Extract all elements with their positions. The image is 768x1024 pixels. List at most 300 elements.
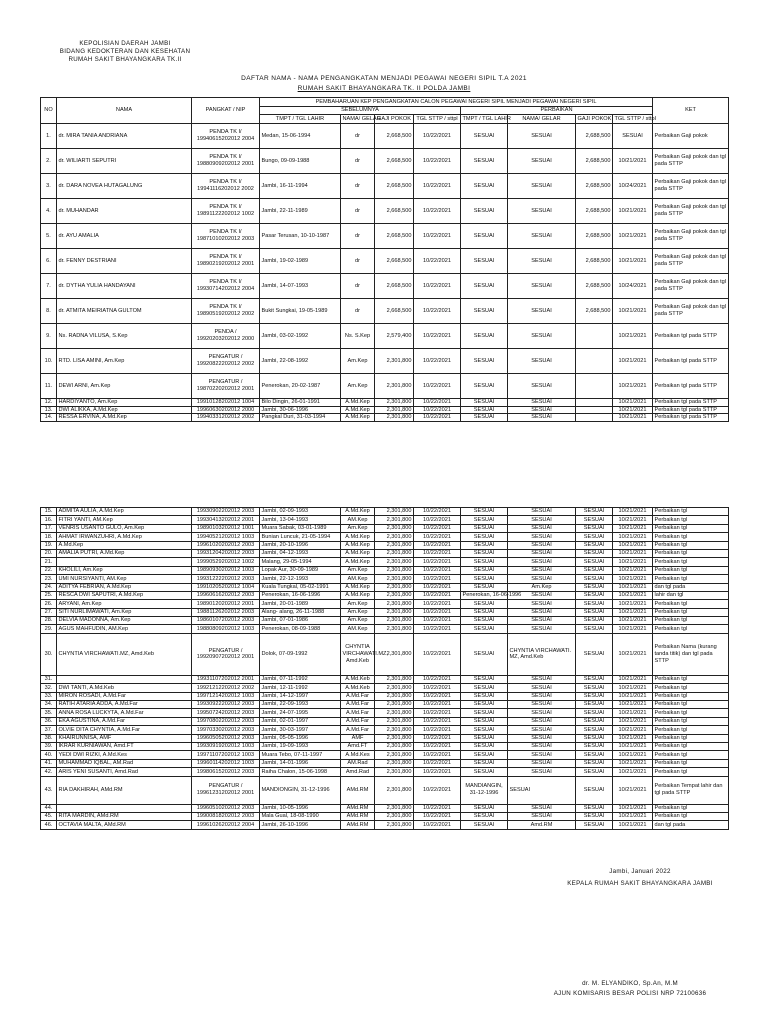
cell-pangkat: PENDA TK I/ <box>209 204 242 211</box>
cell-gaji-2: 2,688,500 <box>576 224 613 249</box>
cell-no: 6. <box>41 249 57 274</box>
cell-no: 13. <box>41 406 57 414</box>
cell-sttp: 10/22/2021 <box>414 541 461 549</box>
cell-gaji-2: 2,688,500 <box>576 199 613 224</box>
cell-nama-gelar: SESUAI <box>508 399 576 407</box>
cell-no: 22. <box>41 566 57 574</box>
cell-nip: 19910128202012 1004 <box>196 399 255 405</box>
cell-nama: UMI NURSIYANTI, AM.Kep <box>57 575 192 583</box>
cell-ttl: Jambi, 26-10-1996 <box>260 821 341 829</box>
cell-ttl: Jambi, 22-09-1993 <box>260 701 341 709</box>
cell-sttp-2: 10/21/2021 <box>613 625 653 633</box>
cell-tmpt-lahir: SESUAI <box>461 406 508 414</box>
cell-no: 42. <box>41 768 57 776</box>
cell-pangkat-nip <box>192 349 260 374</box>
cell-sttp: 10/22/2021 <box>414 684 461 692</box>
cell-nama-gelar: SESUAI <box>508 516 576 524</box>
table-row <box>41 406 729 414</box>
cell-sttp-2: 10/21/2021 <box>613 751 653 759</box>
cell-sttp: 10/22/2021 <box>414 524 461 532</box>
cell-sttp-2: 10/21/2021 <box>613 299 653 324</box>
cell-nip: 19930714202012 2004 <box>196 286 255 292</box>
cell-gaji: 2,301,800 <box>375 617 414 625</box>
cell-gaji: 2,301,800 <box>375 675 414 683</box>
cell-gelar: dr <box>341 124 375 149</box>
cell-tmpt-lahir: SESUAI <box>461 617 508 625</box>
cell-ket: Perbaikan tgl <box>653 768 729 776</box>
cell-tmpt-lahir: SESUAI <box>461 324 508 349</box>
cell-sttp-2: 10/21/2021 <box>613 759 653 767</box>
cell-gelar-2: SESUAI <box>576 516 613 524</box>
table-row <box>41 804 729 812</box>
cell-pangkat: PENDA TK I/ <box>209 229 242 236</box>
cell-tmpt-lahir: SESUAI <box>461 174 508 199</box>
cell-tmpt-lahir: SESUAI <box>461 524 508 532</box>
cell-no: 33. <box>41 692 57 700</box>
cell-nip: 19980615202012 2003 <box>192 768 260 776</box>
cell-nama-gelar: SESUAI <box>508 617 576 625</box>
cell-sttp: 10/22/2021 <box>414 701 461 709</box>
cell-sttp-2: 10/21/2021 <box>613 541 653 549</box>
cell-sttp-2: 10/21/2021 <box>613 742 653 750</box>
cell-nama-gelar: SESUAI <box>508 299 576 324</box>
cell-gaji-2: 2,688,500 <box>576 299 613 324</box>
table-row <box>41 759 729 767</box>
cell-sttp-2: 10/21/2021 <box>613 776 653 804</box>
cell-sttp: 10/22/2021 <box>414 812 461 820</box>
col-pangkat: PANGKAT / NIP <box>192 98 260 124</box>
cell-gelar-2: SESUAI <box>576 804 613 812</box>
cell-nip: 19960616202012 2003 <box>192 591 260 599</box>
cell-nip: 19891122202012 1002 <box>196 211 255 217</box>
cell-tmpt-lahir: SESUAI <box>461 399 508 407</box>
cell-gelar: CHYNTIA VIRCHAWATI.MZ, Amd.Keb <box>341 633 375 675</box>
cell-sttp-2: 10/21/2021 <box>613 591 653 599</box>
letterhead-line-1: KEPOLISIAN DAERAH JAMBI <box>79 40 171 47</box>
cell-nama: ADITYA FEBRIAN, A.Md.Kep <box>57 583 192 591</box>
cell-pangkat-nip <box>192 324 260 349</box>
cell-gaji-2 <box>576 349 613 374</box>
cell-no: 8. <box>41 299 57 324</box>
cell-gaji: 2,301,800 <box>375 516 414 524</box>
table-row <box>41 524 729 532</box>
cell-gelar: Am.Kep <box>341 617 375 625</box>
cell-sttp-2: 10/21/2021 <box>613 717 653 725</box>
cell-gelar-2: SESUAI <box>576 709 613 717</box>
table-row <box>41 299 729 324</box>
cell-pangkat-nip <box>192 414 260 422</box>
cell-gelar-2: SESUAI <box>576 533 613 541</box>
cell-no: 44. <box>41 804 57 812</box>
cell-no: 40. <box>41 751 57 759</box>
col-tmpt-lahir: TMPT / TGL LAHIR <box>462 115 511 122</box>
cell-pangkat: PENDA TK I/ <box>209 254 242 261</box>
cell-nama: dr. AYU AMALIA <box>57 224 192 249</box>
col-gelar: NAMA/ GELAR <box>342 115 381 122</box>
cell-nama-gelar: SESUAI <box>508 149 576 174</box>
cell-no: 19. <box>41 541 57 549</box>
cell-sttp-2: 10/21/2021 <box>613 508 653 516</box>
cell-sttp: 10/22/2021 <box>414 734 461 742</box>
cell-gelar-2: SESUAI <box>576 692 613 700</box>
cell-sttp: 10/22/2021 <box>414 675 461 683</box>
cell-ket: Perbaikan tgl <box>653 524 729 532</box>
cell-nama-gelar: SESUAI <box>508 508 576 516</box>
cell-no: 41. <box>41 759 57 767</box>
cell-nama: dr. FENNY DESTRIANI <box>57 249 192 274</box>
cell-pangkat-nip <box>192 174 260 199</box>
cell-sttp-2: 10/21/2021 <box>613 804 653 812</box>
cell-sttp: 10/22/2021 <box>414 399 461 407</box>
cell-gaji: 2,301,800 <box>375 734 414 742</box>
cell-tmpt-lahir: SESUAI <box>461 821 508 829</box>
cell-nama: MUHAMMAD IQBAL, AM.Rad <box>57 759 192 767</box>
cell-gelar-2: SESUAI <box>576 524 613 532</box>
cell-nama: ARYANI, Am.Kep <box>57 600 192 608</box>
table-row <box>41 717 729 725</box>
cell-pangkat: PENDA TK I/ <box>209 279 242 286</box>
cell-nama-gelar: SESUAI <box>508 726 576 734</box>
cell-gelar: AMd.RM <box>341 812 375 820</box>
cell-sttp-2: 10/21/2021 <box>613 374 653 399</box>
cell-nama-gelar: SESUAI <box>508 414 576 422</box>
cell-gelar: Amd.Rad <box>341 768 375 776</box>
cell-nama: AGUS MAHFUDIN, AM.Kep <box>57 625 192 633</box>
cell-nama-gelar: SESUAI <box>508 776 576 804</box>
cell-nama-gelar: SESUAI <box>508 224 576 249</box>
cell-tmpt-lahir: MANDIANGIN, 31-12-1996 <box>461 776 508 804</box>
title-line-1: DAFTAR NAMA - NAMA PENGANGKATAN MENJADI PEGAWAI NEGERI SIPIL T.A 2021 <box>241 75 527 82</box>
cell-nama-gelar: SESUAI <box>508 566 576 574</box>
cell-gaji: 2,301,800 <box>375 812 414 820</box>
cell-ket: Perbaikan tgl <box>653 726 729 734</box>
cell-sttp: 10/22/2021 <box>414 600 461 608</box>
cell-sttp: 10/22/2021 <box>414 374 461 399</box>
cell-gelar: Am.Kep <box>341 600 375 608</box>
cell-tmpt-lahir: SESUAI <box>461 600 508 608</box>
cell-ket: Perbaikan tgl <box>653 549 729 557</box>
cell-tmpt-lahir: SESUAI <box>461 349 508 374</box>
cell-gelar: A.Md.Kep <box>341 533 375 541</box>
cell-tmpt-lahir: SESUAI <box>461 124 508 149</box>
col-tgl-sttp: TGL STTP / sttpl <box>414 115 461 124</box>
cell-no: 10. <box>41 349 57 374</box>
cell-gelar: A.Md.Kep <box>341 406 375 414</box>
cell-no: 29. <box>41 625 57 633</box>
cell-tmpt-lahir: SESUAI <box>461 726 508 734</box>
cell-sttp: 10/22/2021 <box>414 726 461 734</box>
cell-tmpt-lahir: SESUAI <box>461 804 508 812</box>
cell-gaji: 2,301,800 <box>375 633 414 675</box>
cell-gaji: 2,301,800 <box>375 709 414 717</box>
cell-gaji: 2,301,800 <box>375 608 414 616</box>
cell-gaji: 2,301,800 <box>375 821 414 829</box>
cell-gelar: AMd.RM <box>341 776 375 804</box>
cell-tmpt-lahir: SESUAI <box>461 742 508 750</box>
cell-nip: 19881126202012 2003 <box>192 608 260 616</box>
cell-tmpt-lahir: SESUAI <box>461 199 508 224</box>
cell-no: 39. <box>41 742 57 750</box>
cell-tmpt-lahir: SESUAI <box>461 414 508 422</box>
cell-gaji-2: 2,688,500 <box>576 124 613 149</box>
cell-gelar: A.Md.Kep <box>341 549 375 557</box>
cell-gelar-2: SESUAI <box>576 608 613 616</box>
cell-gaji: 2,301,800 <box>375 406 414 414</box>
cell-tmpt-lahir: SESUAI <box>461 224 508 249</box>
cell-nama-gelar: SESUAI <box>508 549 576 557</box>
table-row <box>41 541 729 549</box>
cell-nip: 19890930202012 1003 <box>192 566 260 574</box>
cell-sttp: 10/22/2021 <box>414 583 461 591</box>
cell-no: 25. <box>41 591 57 599</box>
table-row <box>41 558 729 566</box>
cell-ket: dan tgl pada <box>653 821 729 829</box>
cell-ket: Perbaikan tgl pada STTP <box>653 349 729 374</box>
cell-no: 7. <box>41 274 57 299</box>
cell-tmpt-lahir: SESUAI <box>461 274 508 299</box>
cell-no: 12. <box>41 399 57 407</box>
cell-tmpt-lahir: SESUAI <box>461 374 508 399</box>
cell-gelar-2: SESUAI <box>576 633 613 675</box>
cell-nip: 19990529202012 1002 <box>192 558 260 566</box>
cell-ttl: Jambi, 22-12-1993 <box>260 575 341 583</box>
table-part-1 <box>40 97 729 422</box>
document-title <box>0 74 768 94</box>
cell-sttp-2: 10/21/2021 <box>613 549 653 557</box>
cell-gelar-2: SESUAI <box>576 734 613 742</box>
cell-ttl: Bilo Dingin, 26-01-1991 <box>260 399 341 407</box>
cell-nip: 19900818202012 2003 <box>192 812 260 820</box>
cell-ttl: Malang, 29-05-1994 <box>260 558 341 566</box>
cell-gaji: 2,301,800 <box>375 776 414 804</box>
cell-sttp-2: 10/21/2021 <box>613 399 653 407</box>
cell-ttl: Jambi, 19-02-1989 <box>260 249 341 274</box>
col-ket: KET <box>653 98 729 124</box>
cell-sttp: 10/22/2021 <box>414 249 461 274</box>
cell-nip: 19930919202012 1003 <box>192 742 260 750</box>
cell-gelar-2: SESUAI <box>576 751 613 759</box>
cell-nama: RESSA ERVINA, A.Md.Kep <box>57 414 192 422</box>
cell-nama-gelar: SESUAI <box>508 751 576 759</box>
cell-gaji-2: 2,688,500 <box>576 249 613 274</box>
cell-nama: KHOLILI, Am.Kep <box>57 566 192 574</box>
cell-nama-gelar: SESUAI <box>508 625 576 633</box>
cell-gelar-2: SESUAI <box>576 726 613 734</box>
cell-sttp-2: 10/21/2021 <box>613 675 653 683</box>
cell-gaji: 2,301,800 <box>375 625 414 633</box>
table-row <box>41 768 729 776</box>
cell-nama: RITA MARDIN, AMd.RM <box>57 812 192 820</box>
cell-no: 2. <box>41 149 57 174</box>
cell-pangkat: PENGATUR / <box>208 354 243 361</box>
cell-sttp-2: 10/21/2021 <box>613 516 653 524</box>
cell-gelar: A.Md.Kes <box>341 751 375 759</box>
cell-no: 5. <box>41 224 57 249</box>
table-row <box>41 726 729 734</box>
cell-gaji: 2,301,800 <box>375 591 414 599</box>
table-row <box>41 617 729 625</box>
cell-gelar: A.Md.Far <box>341 709 375 717</box>
col-perbaikan: PERBAIKAN <box>461 107 653 115</box>
cell-no: 16. <box>41 516 57 524</box>
cell-sttp-2: 10/21/2021 <box>613 633 653 675</box>
cell-nama-gelar: SESUAI <box>508 734 576 742</box>
cell-gaji-2 <box>576 324 613 349</box>
cell-pangkat-nip <box>192 776 260 804</box>
cell-nama: dr. DARA NOVEA HUTAGALUNG <box>57 174 192 199</box>
cell-nip: 19890519202012 2002 <box>196 311 255 317</box>
cell-sttp: 10/22/2021 <box>414 533 461 541</box>
cell-nama-gelar: SESUAI <box>508 374 576 399</box>
cell-nama: Ns. RADNA VILUSA, S.Kep <box>57 324 192 349</box>
cell-ket: Perbaikan tgl <box>653 759 729 767</box>
cell-gelar: AMd.RM <box>341 804 375 812</box>
table-row <box>41 675 729 683</box>
cell-ttl: Penerokan, 20-02-1987 <box>260 374 341 399</box>
cell-gelar: Am.Kep <box>341 524 375 532</box>
table-row <box>41 149 729 174</box>
cell-gaji-2 <box>576 399 613 407</box>
table-row <box>41 591 729 599</box>
table-row <box>41 692 729 700</box>
cell-nama: FITRI YANTI, AM.Kep <box>57 516 192 524</box>
cell-tmpt-lahir: SESUAI <box>461 541 508 549</box>
cell-ket: Perbaikan Gaji pokok <box>653 124 729 149</box>
col-group: PEMBAHARUAN KEP PENGANGKATAN CALON PEGAWAI NEGERI SIPIL MENJADI PEGAWAI NEGERI SIPIL <box>260 98 653 107</box>
cell-gelar: A.Md.Kep <box>341 591 375 599</box>
cell-gelar: A.Md.Keb <box>341 684 375 692</box>
cell-gaji: 2,579,400 <box>375 324 414 349</box>
cell-ket: Perbaikan tgl <box>653 566 729 574</box>
cell-nama-gelar: SESUAI <box>508 684 576 692</box>
cell-ttl: Jambi, 30-03-1997 <box>260 726 341 734</box>
cell-tmpt-lahir: SESUAI <box>461 701 508 709</box>
table-row <box>41 575 729 583</box>
cell-no: 45. <box>41 812 57 820</box>
cell-sttp: 10/22/2021 <box>414 149 461 174</box>
cell-ket: Perbaikan tgl pada STTP <box>653 399 729 407</box>
cell-ket: Perbaikan tgl <box>653 804 729 812</box>
cell-ttl: Jambi, 07-01-1986 <box>260 617 341 625</box>
cell-tmpt-lahir: SESUAI <box>461 149 508 174</box>
cell-sttp-2: 10/21/2021 <box>613 349 653 374</box>
cell-ket: Perbaikan Gaji pokok dan tgl pada STTP <box>653 174 729 199</box>
cell-sttp-2: 10/21/2021 <box>613 812 653 820</box>
cell-no: 24. <box>41 583 57 591</box>
cell-ket: Perbaikan tgl <box>653 684 729 692</box>
cell-nama: dr. WILIARTI SEPUTRI <box>57 149 192 174</box>
cell-ttl: Penerokan, 08-09-1988 <box>260 625 341 633</box>
cell-sttp-2: 10/21/2021 <box>613 701 653 709</box>
cell-gaji: 2,301,800 <box>375 541 414 549</box>
cell-gaji: 2,301,800 <box>375 717 414 725</box>
cell-pangkat: PENDA TK I/ <box>209 154 242 161</box>
cell-sttp-2: 10/21/2021 <box>613 324 653 349</box>
cell-nama: DELVIA MADONNA, Am.Kep <box>57 617 192 625</box>
cell-tmpt-lahir: SESUAI <box>461 768 508 776</box>
table-row <box>41 625 729 633</box>
cell-ket: Perbaikan Gaji pokok dan tgl pada STTP <box>653 224 729 249</box>
cell-no: 26. <box>41 600 57 608</box>
cell-ket: Perbaikan tgl <box>653 516 729 524</box>
table-row <box>41 224 729 249</box>
cell-no: 21. <box>41 558 57 566</box>
cell-sttp: 10/22/2021 <box>414 199 461 224</box>
cell-gelar: A.Md.Kep <box>341 414 375 422</box>
cell-nip: 19890219202012 2001 <box>196 261 255 267</box>
cell-gelar-2: SESUAI <box>576 549 613 557</box>
cell-nama-gelar: SESUAI <box>508 324 576 349</box>
cell-gelar: dr <box>341 224 375 249</box>
cell-tmpt-lahir: SESUAI <box>461 692 508 700</box>
cell-tmpt-lahir: SESUAI <box>461 533 508 541</box>
cell-no: 14. <box>41 414 57 422</box>
cell-nama-gelar: SESUAI <box>508 274 576 299</box>
cell-ttl: Jambi, 13-04-1993 <box>260 516 341 524</box>
cell-sttp-2: 10/21/2021 <box>613 734 653 742</box>
signature-rank: AJUN KOMISARIS BESAR POLISI NRP 72100636 <box>553 990 707 997</box>
cell-nama-gelar: SESUAI <box>508 608 576 616</box>
cell-nama: AHMAT IRWANZUHRI, A.Md.Kep <box>57 533 192 541</box>
col-nama: NAMA <box>57 98 192 124</box>
cell-sttp-2: 10/21/2021 <box>613 414 653 422</box>
table-row <box>41 701 729 709</box>
cell-pangkat-nip <box>192 399 260 407</box>
cell-no: 9. <box>41 324 57 349</box>
cell-ttl: Muara Sabak, 03-01-1989 <box>260 524 341 532</box>
cell-gaji: 2,668,500 <box>375 299 414 324</box>
cell-nip: 19910205202012 1004 <box>192 583 260 591</box>
cell-gelar-2: SESUAI <box>576 768 613 776</box>
cell-nip: 19961020202012 2003 <box>192 541 260 549</box>
cell-sttp-2: 10/24/2021 <box>613 274 653 299</box>
table-row <box>41 742 729 750</box>
cell-ttl: Jambi, 14-01-1996 <box>260 759 341 767</box>
letterhead-line-3: RUMAH SAKIT BHAYANGKARA TK.II <box>68 56 182 63</box>
cell-ttl: Mala Gual, 18-08-1990 <box>260 812 341 820</box>
cell-ttl: Medan, 15-06-1994 <box>260 124 341 149</box>
table-row <box>41 583 729 591</box>
table-row <box>41 566 729 574</box>
cell-sttp-2: 10/21/2021 <box>613 608 653 616</box>
cell-no: 15. <box>41 508 57 516</box>
cell-nama: dr. MIRA TANIA ANDRIANA <box>57 124 192 149</box>
cell-gelar-2: SESUAI <box>576 684 613 692</box>
cell-gelar-2: SESUAI <box>576 558 613 566</box>
cell-tmpt-lahir: SESUAI <box>461 751 508 759</box>
cell-ket: Perbaikan tgl <box>653 541 729 549</box>
cell-gaji: 2,301,800 <box>375 399 414 407</box>
cell-pangkat-nip <box>192 199 260 224</box>
cell-sttp: 10/22/2021 <box>414 124 461 149</box>
cell-gelar: dr <box>341 249 375 274</box>
cell-sttp-2: 10/21/2021 <box>613 249 653 274</box>
cell-gelar: AM.Rad <box>341 759 375 767</box>
cell-gelar: A.Md.Kep <box>341 558 375 566</box>
cell-gelar: dr <box>341 174 375 199</box>
cell-nama: IKRAR KURNIAWAN, Amd.FT <box>57 742 192 750</box>
cell-nama-gelar: SESUAI <box>508 174 576 199</box>
cell-ket: Perbaikan tgl <box>653 734 729 742</box>
cell-ket: Perbaikan tgl <box>653 625 729 633</box>
cell-ttl: Jambi, 22-11-1989 <box>260 199 341 224</box>
cell-ttl: Jambi, 14-07-1993 <box>260 274 341 299</box>
cell-nama <box>57 675 192 683</box>
cell-sttp: 10/22/2021 <box>414 692 461 700</box>
cell-nama-gelar: SESUAI <box>508 249 576 274</box>
cell-gaji: 2,668,500 <box>375 249 414 274</box>
cell-sttp-2: 10/21/2021 <box>613 566 653 574</box>
